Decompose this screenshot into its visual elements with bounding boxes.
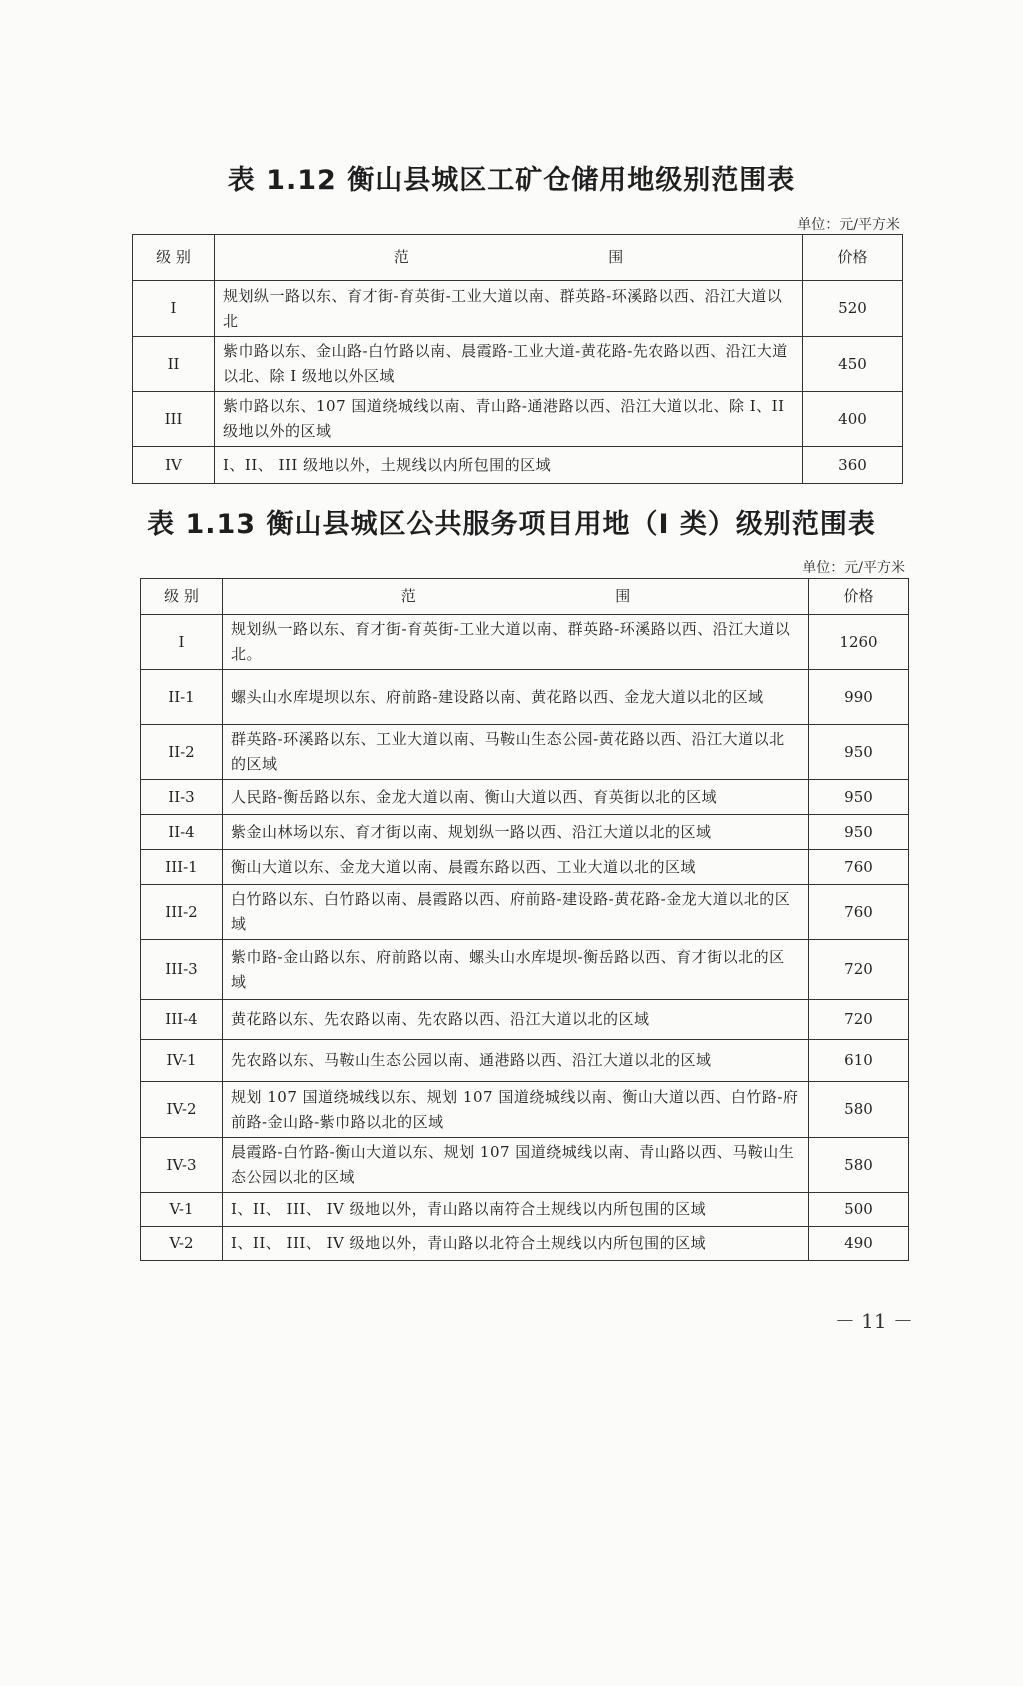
- table1-header-range-b: 围: [608, 248, 624, 266]
- row-level: I: [141, 615, 223, 670]
- row-price: 490: [809, 1227, 909, 1261]
- table2-header-row: [141, 579, 909, 615]
- row-price: 950: [809, 815, 909, 850]
- row-range: 黄花路以东、先农路以南、先农路以西、沿江大道以北的区域: [223, 1000, 809, 1040]
- table-row: [141, 885, 909, 940]
- row-level: III-4: [141, 1000, 223, 1040]
- row-price: 610: [809, 1040, 909, 1082]
- table1-header-range-a: 范: [393, 248, 409, 266]
- table1-unit: 单位：元/平方米: [797, 217, 900, 233]
- row-level: IV-3: [141, 1138, 223, 1193]
- row-price: 1260: [809, 615, 909, 670]
- row-price: 720: [809, 940, 909, 1000]
- row-level: III-1: [141, 850, 223, 885]
- table-row: [141, 1082, 909, 1138]
- row-price: 760: [809, 885, 909, 940]
- row-level: I: [133, 281, 215, 337]
- row-level: IV: [133, 447, 215, 484]
- table1-header-level: 级 别: [133, 235, 215, 281]
- row-level: IV-2: [141, 1082, 223, 1138]
- table-row: [141, 725, 909, 780]
- table1-header-range: [215, 235, 803, 281]
- row-price: 580: [809, 1082, 909, 1138]
- row-level: V-1: [141, 1193, 223, 1227]
- table1: [132, 234, 903, 484]
- row-level: II-3: [141, 780, 223, 815]
- table2-header-price: 价格: [809, 579, 909, 615]
- row-price: 580: [809, 1138, 909, 1193]
- row-price: 450: [803, 337, 903, 392]
- row-level: II: [133, 337, 215, 392]
- row-level: II-4: [141, 815, 223, 850]
- row-range: 衡山大道以东、金龙大道以南、晨霞东路以西、工业大道以北的区域: [223, 850, 809, 885]
- row-range: 紫巾路以东、金山路-白竹路以南、晨霞路-工业大道-黄花路-先农路以西、沿江大道以北、除 I 级地以外区域: [215, 337, 803, 392]
- row-range: 规划纵一路以东、育才街-育英街-工业大道以南、群英路-环溪路以西、沿江大道以北。: [223, 615, 809, 670]
- table-row: [133, 392, 903, 447]
- table-row: [141, 1040, 909, 1082]
- row-range: 先农路以东、马鞍山生态公园以南、通港路以西、沿江大道以北的区域: [223, 1040, 809, 1082]
- row-range: 紫巾路以东、107 国道绕城线以南、青山路-通港路以西、沿江大道以北、除 I、II 级地以外的区域: [215, 392, 803, 447]
- table2-header-range: [223, 579, 809, 615]
- table1-header-row: [133, 235, 903, 281]
- row-level: III-3: [141, 940, 223, 1000]
- row-price: 520: [803, 281, 903, 337]
- table-row: [141, 670, 909, 725]
- table-row: [141, 1138, 909, 1193]
- table-row: [141, 780, 909, 815]
- row-range: 人民路-衡岳路以东、金龙大道以南、衡山大道以西、育英街以北的区域: [223, 780, 809, 815]
- table-row: [141, 940, 909, 1000]
- row-price: 760: [809, 850, 909, 885]
- row-level: V-2: [141, 1227, 223, 1261]
- row-price: 400: [803, 392, 903, 447]
- table-row: [141, 1193, 909, 1227]
- table2-title: 表 1.13 衡山县城区公共服务项目用地（I 类）级别范围表: [147, 509, 876, 540]
- row-range: 规划 107 国道绕城线以东、规划 107 国道绕城线以南、衡山大道以西、白竹路-府前路-金山路-紫巾路以北的区域: [223, 1082, 809, 1138]
- row-level: III-2: [141, 885, 223, 940]
- table1-header-price: 价格: [803, 235, 903, 281]
- row-range: 紫巾路-金山路以东、府前路以南、螺头山水库堤坝-衡岳路以西、育才街以北的区域: [223, 940, 809, 1000]
- table1-title: 表 1.12 衡山县城区工矿仓储用地级别范围表: [227, 165, 796, 196]
- row-range: I、II、 III、 IV 级地以外，青山路以北符合土规线以内所包围的区域: [223, 1227, 809, 1261]
- row-range: I、II、 III、 IV 级地以外，青山路以南符合土规线以内所包围的区域: [223, 1193, 809, 1227]
- row-price: 720: [809, 1000, 909, 1040]
- row-level: II-2: [141, 725, 223, 780]
- row-range: 白竹路以东、白竹路以南、晨霞路以西、府前路-建设路-黄花路-金龙大道以北的区域: [223, 885, 809, 940]
- row-level: II-1: [141, 670, 223, 725]
- page-number: － 11 －: [834, 1309, 913, 1333]
- table-row: [141, 815, 909, 850]
- row-price: 950: [809, 725, 909, 780]
- row-range: I、II、 III 级地以外，土规线以内所包围的区域: [215, 447, 803, 484]
- table-row: [133, 447, 903, 484]
- row-range: 群英路-环溪路以东、工业大道以南、马鞍山生态公园-黄花路以西、沿江大道以北的区域: [223, 725, 809, 780]
- table-row: [141, 1000, 909, 1040]
- table2-unit: 单位：元/平方米: [802, 560, 905, 576]
- row-range: 紫金山林场以东、育才街以南、规划纵一路以西、沿江大道以北的区域: [223, 815, 809, 850]
- row-price: 990: [809, 670, 909, 725]
- table2-header-range-b: 围: [615, 587, 631, 605]
- row-range: 规划纵一路以东、育才街-育英街-工业大道以南、群英路-环溪路以西、沿江大道以北: [215, 281, 803, 337]
- table-row: [141, 850, 909, 885]
- table2-header-level: 级 别: [141, 579, 223, 615]
- row-price: 360: [803, 447, 903, 484]
- row-level: IV-1: [141, 1040, 223, 1082]
- table2-header-range-a: 范: [400, 587, 416, 605]
- row-range: 螺头山水库堤坝以东、府前路-建设路以南、黄花路以西、金龙大道以北的区域: [223, 670, 809, 725]
- table-row: [141, 615, 909, 670]
- table-row: [133, 281, 903, 337]
- row-range: 晨霞路-白竹路-衡山大道以东、规划 107 国道绕城线以南、青山路以西、马鞍山生态公园以北的区域: [223, 1138, 809, 1193]
- row-price: 500: [809, 1193, 909, 1227]
- table2: [140, 578, 909, 1261]
- table-row: [141, 1227, 909, 1261]
- row-level: III: [133, 392, 215, 447]
- row-price: 950: [809, 780, 909, 815]
- table-row: [133, 337, 903, 392]
